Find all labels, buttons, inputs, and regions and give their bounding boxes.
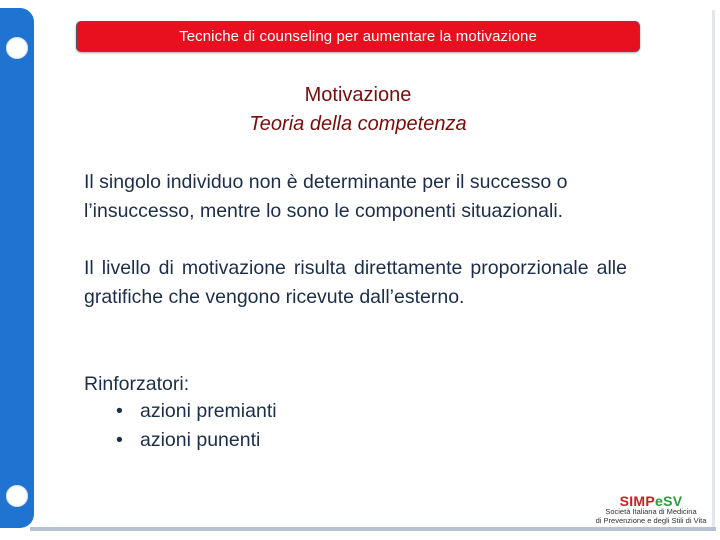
simpesv-logo bbox=[592, 494, 710, 526]
bottom-circle-decoration bbox=[6, 485, 28, 507]
slide-title-banner bbox=[76, 21, 640, 52]
list-label: Rinforzatori: bbox=[84, 373, 190, 395]
reinforcers-list bbox=[116, 397, 277, 455]
bullet-icon: • bbox=[116, 400, 123, 422]
section-subheading: Teoria della competenza bbox=[249, 113, 467, 135]
frame-bottom-edge bbox=[30, 527, 716, 531]
logo-wordmark: SIMPeSV bbox=[619, 493, 683, 509]
list-item bbox=[116, 426, 277, 455]
list-item-text: azioni punenti bbox=[140, 429, 261, 451]
logo-subtitle-2: di Prevenzione e degli Stili di Vita bbox=[595, 515, 707, 525]
top-circle-decoration bbox=[6, 37, 28, 59]
list-item-text: azioni premianti bbox=[140, 400, 277, 422]
slide-title: Tecniche di counseling per aumentare la motivazione bbox=[179, 28, 537, 45]
side-accent-bar bbox=[0, 8, 34, 528]
paragraph-2: Il livello di motivazione risulta direttamente proporzionale alle gratifiche che vengono ricevute dall’esterno. bbox=[84, 257, 627, 308]
list-item bbox=[116, 397, 277, 426]
bullet-icon: • bbox=[116, 429, 123, 451]
frame-right-edge bbox=[712, 10, 715, 530]
logo-subtitle-1: Società Italiana di Medicina bbox=[605, 507, 697, 516]
section-heading: Motivazione bbox=[304, 84, 412, 106]
paragraph-1: Il singolo individuo non è determinante per il successo o l’insuccesso, mentre lo sono le componenti situazionali. bbox=[84, 171, 568, 222]
